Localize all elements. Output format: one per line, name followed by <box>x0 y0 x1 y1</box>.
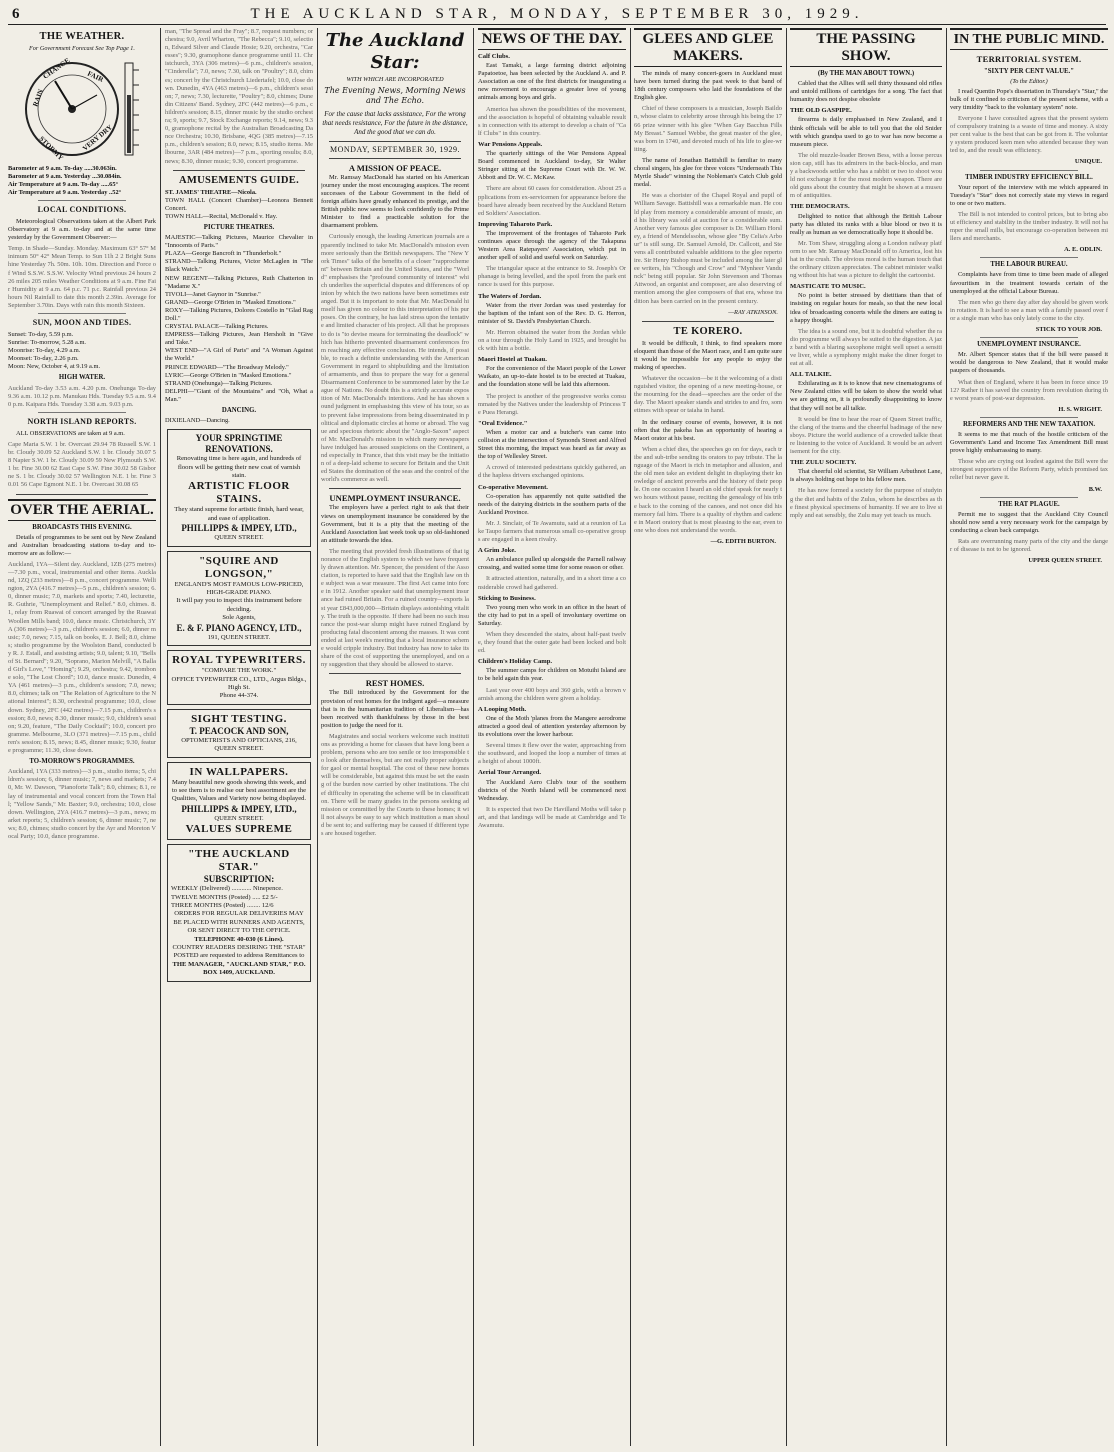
logo-incorporated: WITH WHICH ARE INCORPORATED <box>346 76 444 83</box>
letter-title: UNEMPLOYMENT INSURANCE. <box>977 341 1081 349</box>
masthead-title: THE AUCKLAND STAR, MONDAY, SEPTEMBER 30, 1929. <box>250 6 864 22</box>
subscription-manager: THE MANAGER, "AUCKLAND STAR," P.O. BOX 1409, AUCKLAND. <box>172 960 306 977</box>
news-item-title: Children's Holiday Camp. <box>478 658 553 666</box>
broadcasts-text: Details of programmes to be sent out by New Zealand and Australian broadcasting stations to-day and to-morrow are as follow:— <box>8 533 156 557</box>
news-item-text: An ambulance pulled up alongside the Parnell railway crossing, and waited some time for some reason or other. <box>478 556 626 572</box>
column-news-of-the-day: NEWS OF THE DAY. Calf Clubs. East Tamaki, a large farming district adjoining Papatoetoe, has been selected by the Auckland A. and P. Association as one of the first districts for inaugurating a new movement to encourage a greater love of young animals among boys and girls. America has shown the possibilities of the movement, and the association is hopeful of obtaining valuable results in connection with its attempt to develop a chain of "Calf Clubs" in this country. War Pensions Appeals. The quarterly sittings of the War Pensions Appeal Board commenced in Auckland to-day, Sir Walter Stringer sitting at the Supreme Court with Dr. W. W. Abbott and Dr. W. C. McKaw. There are about 60 cases for consideration. About 25 applications from ex-servicemen for appearance before the board have already been received by the Auckland Returned Soldiers' Association. Improving Taharoto Park. The improvement of the frontages of Taharoto Park continues apace through the agency of the Takapuna Western Area Ratepayers' Association, which put in another spell of solid and useful work on Saturday. The triangular space at the entrance to St. Joseph's Orphanage is being levelled, and the spoil from the park entrance is used for this purpose. The Waters of Jordan. Water from the river Jordan was used yesterday for the baptism of the infant son of the Rev. D. G. Herron, minister of St. David's Presbyterian Church. Mr. Herron obtained the water from the Jordan while on a tour through the Holy Land in 1925, and brought back with him a bottle. Maori Hostel at Tuakau. For the convenience of the Maori people of the Lower Waikato, an up-to-date hostel is to be erected at Tuakau, and the foundation stone will be laid this afternoon. The project is another of the progressive works consummated by the Natives under the leadership of Princess Te Puea Herangi. "Oral Evidence." When a motor car and a butcher's van came into collision at the intersection of Symonds Street and Alfred Street this morning, the impact was heard as far away as the top of Wellesley Street. A crowd of interested pedestrians quickly gathered, and the hapless drivers exchanged opinions. Co-operative Movement. Co-operation has apparently not quite satisfied the needs of the dairying districts in the southern parts of the Auckland Province. Mr. J. Sinclair, of Te Awamutu, said at a reunion of Lake Taupo farmers that numerous small co-operative groups are engaged in a keen rivalry. A Grim Joke. An ambulance pulled up alongside the Parnell railway crossing, and waited some time for some reason or other. It attracted attention, naturally, and in a short time a considerable crowd had gathered. Sticking to Business. Two young men who work in an office in the heart of the city had to put in a spell of involuntary overtime on Saturday. When they descended the stairs, about half-past twelve, they found that the outer gate had been locked and bolted. Children's Holiday Camp. The summer camps for children on Motuihi Island are to be held again this year. Last year over 400 boys and 360 girls, with a brown varnish among the children were given a holiday. A Looping Moth. One of the Moth 'planes from the Mangere aerodrome attracted a good deal of attention yesterday afternoon by its evolutions over the lower harbour. Several times it flew over the water, approaching from the southward, and looped the loop a number of times at a height of about 1000ft. Aerial Tour Arranged. The Auckland Aero Club's tour of the southern districts of the North Island will be commenced next Wednesday. It is expected that two De Havilland Moths will take part, and that landings will be made at Cambridge and Te Awamutu. <box>478 28 626 1446</box>
column-rule <box>630 28 631 1446</box>
amusement-item: MAJESTIC—Talking Pictures, Maurice Chevalier in "Innocents of Paris." <box>165 234 313 250</box>
news-item-title: A Looping Moth. <box>478 705 527 713</box>
high-water-heading: HIGH WATER. <box>58 374 106 382</box>
news-item-title: Maori Hostel at Tuakau. <box>478 356 547 364</box>
tomorrow-heading: TO-MORROW'S PROGRAMMES. <box>29 758 135 766</box>
amusement-item: TIVOLI—Janet Gaynor in "Sunrise." <box>165 290 261 298</box>
amusement-item: GRAND—George O'Brien in "Masked Emotions." <box>165 298 296 306</box>
newspaper-logo: The Auckland Star: <box>325 30 465 73</box>
reading-line: Air Temperature at 9 a.m. Yesterday ..52° <box>8 188 122 196</box>
column-glees: GLEES AND GLEE MAKERS. The minds of many concert-goers in Auckland must have been turned during the past week to that band of 18th century composers who laid the foundations of the English glee. Chief of these composers is a musician, Joseph Baildon, whose claim to celebrity arose through his being the 1766 prize winner with his glee "When Gay Bacchus Fills My Breast." Samuel Webbe, the great master of the glee, was born in 1740, and devoted much of his life to glee-writing. The name of Jonathan Battishill is familiar to many choral singers, his glee for three voices "Underneath This Myrtle Shade" winning the Nobleman's Catch Club gold medal. He was a chorister of the Chapel Royal and pupil of William Savage. Battishill was a remarkable man. He could play from memory a considerable amount of music, and his library was sold at auction for a considerable sum. Another very famous glee composer is Dr. William Horsley, a friend of Mendelssohn, whose glee "By Celia's Arbour" is still sung. Dr. Samuel Arnold, Dr. Callcott, and Stevens all contributed valuable additions to the glee repertoire. Sir Henry Bishop must be included among the later glee writers, his "Chough and Crow" and "Mynheer Vandunck" being still popular. Sir John Stevenson and Thomas Attwood, an organist and composer, are also deserving of mention among the glee composers of that era, whose tradition has been carried on in the present century. —RAY ATKINSON. TE KORERO. It would be difficult, I think, to find speakers more eloquent than those of the Maori race, and I am quite sure it would be impossible for any people to enjoy the making of speeches. Whatever the occasion—be it the welcoming of a distinguished visitor, the opening of a new meeting-house, or the mourning for the dead—speeches are the order of the day. The Maori speaker stands and strides to and fro, sometimes with spear or taiaha in hand. In the ordinary course of events, however, it is not often that the pakeha has an opportunity of hearing a Maori orator at his best. When a chief dies, the speeches go on for days, each tribe and sub-tribe sending its orators to pay tribute. The language of the Maori is rich in metaphor and allusion, and the old men take an evident delight in displaying their knowledge of ancient proverbs and the history of their people. On one occasion I heard an old chief speak for nearly two hours without pause, reciting the genealogy of his tribe back to the coming of the canoes, and not once did his memory fail him. There is a quality of rhythm and cadence in Maori oratory that is most pleasing to the ear, even to one who does not understand the words. —G. EDITH BURTON. <box>634 28 782 1446</box>
news-item-text: The Auckland Aero Club's tour of the southern districts of the North Island will be commenced next Wednesday. <box>478 778 626 802</box>
north-island-text: ALL OBSERVATIONS are taken at 9 a.m. <box>16 429 125 437</box>
ad-body: "COMPARE THE WORK." <box>201 667 277 675</box>
ad-body: They stand supreme for artistic finish, hard wear, and ease of application. <box>174 506 304 522</box>
barometer-label-fair: FAIR <box>86 69 105 84</box>
local-conditions-heading: LOCAL CONDITIONS. <box>37 204 127 214</box>
news-item-title: Aerial Tour Arranged. <box>478 769 542 777</box>
weather-heading: THE WEATHER. <box>39 31 125 42</box>
column-public-mind: IN THE PUBLIC MIND. TERRITORIAL SYSTEM. "SIXTY PER CENT VALUE." (To the Editor.) I read Quentin Pope's dissertation in Thursday's "Star," the bulk of it confined to criticism of the present scheme, with a very timidity "back to the voluntary system" note. Everyone I have consulted agrees that the present system of compulsory training is a waste of time and money. A sixty per cent value is the best that can be got from it. The voluntary system produced keen men who attended because they wanted to, and the result was efficiency. UNIQUE. TIMBER INDUSTRY EFFICIENCY BILL. Your report of the interview with me which appeared in Tuesday's "Star" does not correctly state my views in regard to one or two matters. The Bill is not intended to control prices, but to bring about efficiency and stability in the timber industry. It will not hamper the small mills, but encourage co-operation between millers and merchants. A. E. ODLIN. THE LABOUR BUREAU. Complaints have from time to time been made of alleged favouritism in the treatment towards certain of the unemployed at the official Labour Bureau. The men who go there day after day should be given work in rotation. It is hard to see a man with a family passed over for a single man who has only lately come to the city. STICK TO YOUR JOB. UNEMPLOYMENT INSURANCE. Mr. Albert Spencer states that if the bill were passed it would be dangerous to New Zealand, that it would make paupers of thousands. What then of England, where it has been in force since 1912? Rather it has saved the country from revolution during the worst years of post-war depression. H. S. WRIGHT. REFORMERS AND THE NEW TAXATION. It seems to me that much of the hostile criticism of the Government's Land and Income Tax Amendment Bill must prove highly embarrassing to many. Those who are crying out loudest against the Bill were the strongest supporters of the Reform Party, which promised tax relief but never gave it. B.W. THE RAT PLAGUE. Permit me to suggest that the Auckland City Council should now send a very necessary work for the campaign by conducting a clean back campaign. Rats are overrunning many parts of the city and the danger of disease is not to be ignored. UPPER QUEEN STREET. <box>950 28 1108 1446</box>
korero-heading: TE KORERO. <box>673 325 743 337</box>
ad-company: E. & F. PIANO AGENCY, LTD., <box>176 622 302 633</box>
local-conditions-text: Meteorological Observations taken at the Albert Park Observatory at 9 a.m. to-day and at the same time yesterday by the Government Observer:— <box>8 217 156 242</box>
ad-body: It will pay you to inspect this instrument before deciding. <box>176 597 302 613</box>
news-item-text: East Tamaki, a large farming district adjoining Papatoetoe, has been selected by the Auckland A. and P. Association as one of the first districts for inaugurating a new movement to encourage a greater love of young animals among boys and girls. <box>478 62 626 102</box>
barometer-label-change: CHANGE <box>41 56 72 81</box>
ad-title: VALUES SUPREME <box>185 823 293 836</box>
column-rule <box>473 28 474 1446</box>
ad-floor-stains <box>167 429 311 546</box>
unemployment-heading: UNEMPLOYMENT INSURANCE. <box>329 493 461 504</box>
news-item-title: War Pensions Appeals. <box>478 140 543 148</box>
letter-signature: A. E. ODLIN. <box>1064 246 1102 254</box>
subscription-twelve: TWELVE MONTHS (Posted) ..... £2 5/- <box>171 893 278 901</box>
glees-heading: GLEES AND GLEE MAKERS. <box>634 28 782 67</box>
ad-typewriters <box>167 650 311 705</box>
news-item-text: One of the Moth 'planes from the Mangere aerodrome attracted a good deal of attention yesterday afternoon by its evolutions over the lower harbour. <box>478 714 626 739</box>
amusement-item: EMPRESS—Talking Pictures, Jean Hersholt in "Give and Take." <box>165 331 313 347</box>
column-weather: THE WEATHER. For Government Forecast See Top Page 1. RAIN CHANGE FAIR STORMY VERY DRY Barometer at 9 a.m. To-day .....30.063in. Barometer at 9 a.m. Yesterday ...30.084in. Air Temperature at 9 a.m. To-day .....65° Air Temperature at 9 a.m. Yesterday ..52° LOCAL CONDITIONS. Meteorological Observations taken at the Albert Park Observatory at 9 a.m. to-day and at the same time yesterday by the Government Observer:— Temp. in Shade—Sunday. Monday. Maximum 63° 57° Minimum 50° 42° Mean Temp. to Sun 11h 2 2 Bright Sunshine Yesterday 7h. 50m. 10h. 10m. Direction and Force of Wind S.S.W. S.S.W. Velocity Wind previous 24 hours 226 miles 205 miles Weather Conditions at 9 a.m. Fine Fair Humidity at 9 a.m. 64 p.c. 71 p.c. Rainfall previous 24 hours Nil Rainfall to date this month 2.39in. Average for September 3.70in. Days with rain this month Sixteen. SUN, MOON AND TIDES. Sunset: To-day, 5.59 p.m. Sunrise: To-morrow, 5.28 a.m. Moonrise: To-day, 4.29 a.m. Moonset: To-day, 2.26 p.m. Moon: New, October 4, at 9.19 a.m. HIGH WATER. Auckland To-day 3.53 a.m. 4.20 p.m. Onehunga To-day 9.36 a.m. 10.12 p.m. Manukau Hds. Tuesday 9.5 a.m. 9.40 p.m. Kaipara Hds. Tuesday 3.38 a.m. 9.03 p.m. NORTH ISLAND REPORTS. ALL OBSERVATIONS are taken at 9 a.m. Cape Maria S.W. 1 br. Overcast 29.94 78 Russell S.W. 1 br. Cloudy 30.09 52 Auckland S.W. 1 br. Cloudy 30.07 58 Napier S.W. 1 br. Cloudy 30.09 59 New Plymouth S.W. 1 br. Fine 30.00 62 East Cape S.W. Fine 30.02 58 Gisborne S. 1 br. Cloudy 30.02 57 Wellington N.E. 1 br. Fine 30.01 56 Cape Egmont N.E. 1 br. Overcast 30.08 65 OVER THE AERIAL. BROADCASTS THIS EVENING. Details of programmes to be sent out by New Zealand and Australian broadcasting stations to-day and to-morrow are as follow:— Auckland, 1YA—Silent day. Auckland, 1ZB (275 metres)—7.30 p.m., vocal, instrumental and other items. Auckland, 1ZQ (233 metres)—8 p.m., concert programme. Wellington, 2YA (416.7 metres)—5 p.m., children's session; 6.0, dinner music; 7.0, markets and sports; 7.40, lecturette, R. Guthrie, "Unemployment and Relief." 8.0, chimes. 8.1, relay from Ruawai of concert arranged by the Ruawai Woollen Mills band; 10.0, dance music. Christchurch, 3YA (306 metres)—3 p.m., children's session; 6.0, dinner music; 7.0, news; 7.15, talk on books, E. J. Bell; 8.0, chimes; studio programme by the Woolston Band, conducted by R. J. Estall, and assisting artists; 9.0, talent; 9.10, "Bells of St. Bernard"; 9.20, "Soprano, Marion Melvill, "A Ballad Girl's Love," "Homing"; 9.29, orchestra; 9.42, trombone solo, "The Lost Chord"; 10.0, dance music. Dunedin, 4YA (461 metres)—3 p.m., children's session; 7.0, news; 8.0, chimes; talk on "The Relation of Agriculture to the National Interest"; 8.30, orchestral programme; 10.0, close down. Sydney, 2FC (442 metres)—7.15 p.m., children's session; 8.0, news; 8.30, dinner music; 9.0, children's session; 9.20, feature, "The Daily Cocktail"; 10.0, concert programme. Melbourne, 3LO (371 metres)—7.15 p.m., children's session; 8.15, news; 8.45, dinner music; 9.30, feature programme; 11.30, close down. TO-MORROW'S PROGRAMMES. Auckland, 1YA (333 metres)—3 p.m., studio items; 5, children's session; 6, dinner music; 7, news and markets; 7.40, Mr. W. Dawson, "Pianoforte Talk"; 8.0, chimes; 8.1, relay of instrumental and vocal concert from the Town Hall; "Yellow Sands," Mr. Baxter; 9.0, orchestra; 10.0, close down. Wellington, 2YA (416.7 metres)—3 p.m., news; market reports; 5, children's session; 6, dinner music; 7, news; 8.0, chimes; studio concert by the Ayr and Moreton Vocal Party; 10.0, dance programme. <box>8 31 156 840</box>
glees-author: —RAY ATKINSON. <box>728 308 778 316</box>
subscription-orders: ORDERS FOR REGULAR DELIVERIES MAY BE PLACED WITH RUNNERS AND AGENTS, OR SENT DIRECT TO THE OFFICE. <box>173 910 305 935</box>
ad-company: PHILLIPPS & IMPEY, LTD., <box>181 523 297 534</box>
news-item-text: The quarterly sittings of the War Pensions Appeal Board commenced in Auckland to-day, Sir Walter Stringer sitting at the Supreme Court with Dr. W. W. Abbott and Dr. W. C. McKaw. <box>478 150 626 182</box>
section-heading: ALL TALKIE. <box>790 371 832 379</box>
subscription-heading: SUBSCRIPTION: <box>203 874 275 885</box>
subscription-country: COUNTRY READERS DESIRING THE "STAR" POSTED are requested to address Remittances to <box>172 944 306 960</box>
korero-signature: —G. EDITH BURTON. <box>710 537 776 545</box>
section-heading: THE OLD GASPIPE. <box>790 107 852 115</box>
amusement-item: CRYSTAL PALACE—Talking Pictures. <box>165 323 269 331</box>
letter-text: I read Quentin Pope's dissertation in Thursday's "Star," the bulk of it confined to criticism of the present scheme, with a very timidity "back to the voluntary system" note. <box>950 87 1108 111</box>
ad-title: SIGHT TESTING. <box>191 712 287 725</box>
unemployment-paragraph: The employers have a perfect right to ask that their views on unemployment insurance be considered by the Government, but it is a pity that the meeting of the Auckland Association last week took up so old-fashioned an attitude towards the idea. <box>321 504 469 544</box>
logo-subtitle: The Evening News, Morning News and The Echo. <box>324 85 466 105</box>
amusement-item: STRAND (Onehunga)—Talking Pictures. <box>165 379 273 387</box>
amusement-item: DANCING. <box>221 407 257 415</box>
column-passing-show: THE PASSING SHOW. (By THE MAN ABOUT TOWN.) Cabled that the Allies will sell thirty thousand old rifles and untold millions of cartridges for a song. The fact that humanity does not despise obsolete THE OLD GASPIPE. firearms is daily emphasised in New Zealand, and I think officials will be able to tell you that the old Snider with which grandpa used to go to war has now become a museum piece. The old muzzle-loader Brown Bess, with a loose percussion cap, still has its admirers in the back-blocks, and many a backwoods settler who has a rabbit or two to shoot would not exchange it for the most modern weapon. There are old guns about the country that might be shown at a museum of antiquities. THE DEMOCRATS. Delighted to notice that although the British Labour party has diluted its ranks with a blue blood or two it is really as human as we democratically hope it should be. Mr. Tom Shaw, struggling along a London railway platform to see Mr. Ramsay MacDonald off to America, lost his hat in the crush. The obvious moral is the human touch that the ordinary citizen appreciates. The cabinet minister walking without his hat was a picture to delight the cartoonist. MASTICATE TO MUSIC. No point is better stressed by dietitians than that of insisting on regular hours for meals, so that the new local idea of broadcasting concerts while the diners are eating is a happy thought. The idea is a sound one, but it is doubtful whether the radio programme will always be suited to the digestion. A jazz band with a blaring saxophone might well upset a sensitive liver, while a symphony might make the diner forget to eat at all. ALL TALKIE. Exhilarating as it is to know that new cinematograms of New Zealand cities will be taken to show the world what we are getting on, it is profoundly disappointing to know that they will not be all talkie. It would be fine to hear the roar of Queen Street traffic, the clang of the trams and the cheerful badinage of the newsboys. Picture the world audience of a crowded talkie theatre listening to the voice of Auckland. It would be an advertisement for the city. THE ZULU SOCIETY. That cheerful old scientist, Sir William Arbuthnot Lane, is always holding out hope to his fellow men. He has now formed a society for the purpose of studying the diet and habits of the Zulus, whom he describes as the finest physical specimens of humanity. If we are to live simply and eat sensibly, the Zulu may yet teach us much. <box>790 28 942 1446</box>
amusement-item: PRINCE EDWARD—"The Broadway Melody." <box>165 363 289 371</box>
section-text: firearms is daily emphasised in New Zealand, and I think officials will be able to tell you that the old Snider with which grandpa used to go to war has now become a museum piece. <box>790 116 942 148</box>
barometer-dial-icon <box>17 55 147 163</box>
ad-title: IN WALLPAPERS. <box>189 765 289 778</box>
glees-paragraph: The name of Jonathan Battishill is familiar to many choral singers, his glee for three voices "Underneath This Myrtle Shade" winning the Nobleman's Catch Club gold medal. <box>634 156 782 189</box>
korero-paragraph: In the ordinary course of events, however, it is not often that the pakeha has an opportunity of hearing a Maori orator at his best. <box>634 418 782 442</box>
ad-street: QUEEN STREET. <box>214 814 264 822</box>
subscription-phone: TELEPHONE 40-030 (6 Lines). <box>194 935 284 943</box>
subscription-weekly: WEEKLY (Delivered) ............ Ninepence. <box>171 885 283 893</box>
amusement-item: DIXIELAND—Dancing. <box>165 417 230 425</box>
news-item-text: When a motor car and a butcher's van came into collision at the intersection of Symonds Street and Alfred Street this morning, the impact was heard as far away as the top of Wellesley Street. <box>478 428 626 461</box>
subscription-box <box>167 844 311 981</box>
section-text: Exhilarating as it is to know that new cinematograms of New Zealand cities will be taken to show the world what we are getting on, it is profoundly disappointing to know that they will not be all talkie. <box>790 380 942 412</box>
korero-paragraph: It would be difficult, I think, to find speakers more eloquent than those of the Maori race, and I am quite sure it would be impossible for any people to enjoy the making of speeches. <box>634 339 782 371</box>
letter-title: TIMBER INDUSTRY EFFICIENCY BILL. <box>965 173 1093 181</box>
barometer-label-stormy: STORMY <box>37 134 65 162</box>
letter-subtitle: "SIXTY PER CENT VALUE." <box>983 68 1074 75</box>
rest-homes-paragraph: The Bill introduced by the Government for the provision of rest homes for the indigent aged—a measure that is in the humanitarian tradition of Liberalism—has been received with thankfulness by those in the best position to judge the need for it. <box>321 689 469 729</box>
sun-line: Sunrise: To-morrow, 5.28 a.m. <box>8 339 87 347</box>
passing-show-intro: Cabled that the Allies will sell thirty thousand old rifles and untold millions of cartridges for a song. The fact that humanity does not despise obsolete <box>790 80 942 104</box>
amusement-item: LYRIC—George O'Brien in "Masked Emotions." <box>165 371 292 379</box>
news-item-text: The improvement of the frontages of Taharoto Park continues apace through the agency of the Takapuna Western Area Ratepayers' Association, which put in another spell of solid and useful work on Saturday. <box>478 229 626 262</box>
barometer-label-rain: RAIN <box>31 87 45 108</box>
amusement-item: DELPHI—"Giant of the Mountains" and "Oh, What a Man." <box>165 387 313 403</box>
page-number: 6 <box>12 6 20 22</box>
letter-title: THE RAT PLAGUE. <box>998 500 1060 508</box>
news-item-title: "Oral Evidence." <box>478 419 528 427</box>
section-text: Delighted to notice that although the British Labour party has diluted its ranks with a blue blood or two it is really as human as we democratically hope it should be. <box>790 212 942 236</box>
amusement-item: PLAZA—George Bancroft in "Thunderbolt." <box>165 250 282 258</box>
letter-signature: B.W. <box>1088 485 1102 493</box>
news-item-text: For the convenience of the Maori people of the Lower Waikato, an up-to-date hostel is to be erected at Tuakau, and the foundation stone will be laid this afternoon. <box>478 365 626 389</box>
mission-heading: A MISSION OF PEACE. <box>348 162 442 173</box>
amusement-item: TOWN HALL (Concert Chamber)—Leonora Bennett Concert. <box>165 196 313 212</box>
letter-title: TERRITORIAL SYSTEM. <box>976 54 1082 64</box>
ad-address: OFFICE TYPEWRITER CO., LTD., Argus Bldgs., High St. <box>171 675 307 691</box>
editorial-date: MONDAY, SEPTEMBER 30, 1929. <box>330 144 460 154</box>
reading-line: Air Temperature at 9 a.m. To-day .....65° <box>8 180 119 188</box>
ad-agents: Sole Agents, <box>222 614 256 622</box>
aerial-heading: OVER THE AERIAL. <box>8 499 156 521</box>
to-editor: (To the Editor.) <box>1010 78 1048 86</box>
masthead <box>8 4 1106 25</box>
section-heading: MASTICATE TO MUSIC. <box>790 283 866 291</box>
ad-body: Renovating time is here again, and hundreds of floors will be getting their new coat of varnish stain. <box>176 455 302 480</box>
sun-line: Moon: New, October 4, at 9.19 a.m. <box>8 363 101 371</box>
news-item-title: Co-operative Movement. <box>478 483 548 491</box>
amusement-item: ST. JAMES' THEATRE—Nicola. <box>165 188 257 196</box>
forecast-note: For Government Forecast See Top Page 1. <box>29 45 135 52</box>
subscription-title: "THE AUCKLAND STAR." <box>188 848 290 874</box>
column-rule <box>946 28 947 1446</box>
reading-line: Barometer at 9 a.m. To-day .....30.063in. <box>8 164 117 172</box>
letter-text: Mr. Albert Spencer states that if the bill were passed it would be dangerous to New Zealand, that it would make paupers of thousands. <box>950 351 1108 375</box>
sun-line: Sunset: To-day, 5.59 p.m. <box>8 331 74 338</box>
letter-text: Permit me to suggest that the Auckland City Council should now send a very necessary work for the campaign by conducting a clean back campaign. <box>950 510 1108 534</box>
column-rule <box>786 28 787 1446</box>
public-mind-heading: IN THE PUBLIC MIND. <box>950 28 1108 50</box>
mission-paragraph: Mr. Ramsay MacDonald has started on his American journey under the most encouraging auspices. The recent successes of the Labour Government in the field of foreign affairs have greatly enhanced its prestige, and the British public now seems to look confidently to the Prime Minister to find a practicable solution for the disarmament problem. <box>321 173 469 230</box>
letter-text: Complaints have from time to time been made of alleged favouritism in the treatment towards certain of the unemployed at the official Labour Bureau. <box>950 271 1108 295</box>
letter-text: Your report of the interview with me which appeared in Tuesday's "Star" does not correctly state my views in regard to one or two matters. <box>950 183 1108 207</box>
amusement-item: PICTURE THEATRES. <box>203 223 275 231</box>
barometer-readings <box>8 165 156 197</box>
letter-signature: STICK TO YOUR JOB. <box>1035 326 1102 334</box>
amusement-item: TOWN HALL—Recital, McDonald v. Hay. <box>165 212 278 220</box>
news-item-text: Co-operation has apparently not quite satisfied the needs of the dairying districts in the southern parts of the Auckland Province. <box>478 492 626 516</box>
reading-line: Barometer at 9 a.m. Yesterday ...30.084in. <box>8 172 122 180</box>
column-editorial: The Auckland Star: WITH WHICH ARE INCORPORATED The Evening News, Morning News and The Echo. For the cause that lacks assistance, For the wrong that needs resistance, For the future in the distance, And the good that we can do. MONDAY, SEPTEMBER 30, 1929. A MISSION OF PEACE. Mr. Ramsay MacDonald has started on his American journey under the most encouraging auspices. The recent successes of the Labour Government in the field of foreign affairs have greatly enhanced its prestige, and the British public now seems to look confidently to the Prime Minister to find a practicable solution for the disarmament problem. Curiously enough, the leading American journals are apparently inclined to take Mr. MacDonald's mission even more seriously than the British newspapers. The "New York Times" talks of the benefits of a closer "rapprochement" between Britain and the United States, and the "World" emphasises the "profound community of interest" which underlies the superficial disputes and differences of opinion by which the two nations have been sometimes estranged. But it is important to note that Mr. MacDonald himself has given no colour to this interpretation of his purposes. On the contrary, he has laid stress upon the tentative and limited character of his project. All that he proposes to do is "to devise means for terminating the deadlock" which has hitherto prevented disarmament conferences from reaching any effective conclusion. He intends, if possible, to reach a definite understanding with the American Government in regard to shipbuilding and the limitation of armaments, and thus to prepare the way for a general Disarmament Conference to be summoned later by the League of Nations. No doubt this is a strictly accurate exposition of Mr. MacDonald's intentions. And he has shown sound judgment in emphasising this view of his tour, so as to prevent false impressions from being disseminated in political and diplomatic circles at home or abroad. The vague and specious rhetoric about the "Anglo-Saxon" aspect of Mr. MacDonald's mission in which many newspapers have indulged has aroused suspicions on the Continent, and especially in France, that this visit may be the initiation of a deep-laid scheme to secure for Britain and the United States the domination of the seas and the control of the world's commerce as well. UNEMPLOYMENT INSURANCE. The employers have a perfect right to ask that their views on unemployment insurance be considered by the Government, but it is a pity that the meeting of the Auckland Association last week took up so old-fashioned an attitude towards the idea. The meeting that provided fresh illustrations of that ignorance of the English system to which we have frequently drawn attention. Mr. Spencer, the president of the Association, is reported to have said that the English law on the subject was a war measure. The first Act came into force in 1912. Another speaker said that unemployment insurance had ruined Britain. For a ruined country—exports last year £843,000,000—Britain displays astonishing vitality. The truth is the opposite. If there had been no such insurance the post-war slump might have ruined England by producing fatal discontent among the masses. It was contended at last week's meeting that a local insurance scheme would cripple industry. But industry has now to take its share of the cost of supporting the unemployed, and on any suggestion that they should be allowed to starve. REST HOMES. The Bill introduced by the Government for the provision of rest homes for the indigent aged—a measure that is in the humanitarian tradition of Liberalism—has been received with thankfulness by those in the best position to judge the need for it. Magistrates and social workers welcome such institutions as providing a home for classes that have long been a problem, persons who are too senile or too irresponsible to look after themselves, but are not really proper subjects for gaol or mental hospital. The cost of these new homes will be considerable, but against this must be set the easing of the burden now carried by other institutions. The chief difficulty in operating the scheme will be in classification. There will be many grades in the persons seeking admission or committed by the Courts to these homes; it will not always be easy to say which institution a man should be sent to; and suffering may be caused if different types are housed together. <box>321 30 469 837</box>
letter-title: REFORMERS AND THE NEW TAXATION. <box>962 420 1096 428</box>
passing-show-heading: THE PASSING SHOW. <box>790 28 942 67</box>
news-item-text: The summer camps for children on Motuihi Island are to be held again this year. <box>478 667 626 683</box>
ad-body: ENGLAND'S MOST FAMOUS LOW-PRICED, HIGH-GRADE PIANO. <box>174 580 304 597</box>
section-heading: THE DEMOCRATS. <box>790 203 850 211</box>
amusement-item: STRAND—Talking Pictures, Victor McLaglen in "The Black Watch." <box>165 258 313 274</box>
ad-phone: Phone 44-374. <box>219 692 259 700</box>
letter-text: It seems to me that much of the hostile criticism of the Government's Land and Income Tax Amendment Bill must prove highly embarrassing to many. <box>950 430 1108 455</box>
news-item-text: Water from the river Jordan was used yesterday for the baptism of the infant son of the Rev. D. G. Herron, minister of St. David's Presbyterian Church. <box>478 301 626 325</box>
barometer-label-very-dry: VERY DRY <box>81 122 114 153</box>
amusements-heading: AMUSEMENTS GUIDE. <box>178 174 300 186</box>
news-item-title: The Waters of Jordan. <box>478 292 542 300</box>
ad-body: OPTOMETRISTS AND OPTICIANS, 216, QUEEN STREET. <box>181 736 297 753</box>
letter-signature: H. S. WRIGHT. <box>1058 405 1102 413</box>
letter-title: THE LABOUR BUREAU. <box>990 261 1068 269</box>
sun-line: Moonrise: To-day, 4.29 a.m. <box>8 347 81 355</box>
glees-paragraph: The minds of many concert-goers in Auckland must have been turned during the past week to that band of 18th century composers who laid the foundations of the English glee. <box>634 70 782 102</box>
ad-street: QUEEN STREET. <box>214 534 264 542</box>
ad-company: PHILLIPPS & IMPEY, LTD., <box>181 803 297 814</box>
ad-sight-testing <box>167 709 311 758</box>
sun-moon-heading: SUN, MOON AND TIDES. <box>32 318 132 327</box>
subscription-three: THREE MONTHS (Posted) ........ 12/6 <box>171 901 274 909</box>
ad-body: Many beautiful new goods showing this week, and to see them is to realise our best assortment are the Qualities, Values and Variety now being displayed. <box>171 778 307 803</box>
column-amusements: man, "The Spread and the Fray"; 8.7, request numbers; orchestra; 9.0, Avril Wharton, "The Rebecca"; 9.10, selection, Edward Silver and Claude Hosie; 9.20, orchestra, "Caresses"; 9.30, gramophone dance programme until 11. Christchurch, 3YA (306 metres)—6 p.m., children's session, "Cinderella"; 7.0, news; 7.30, talk on "Poultry"; 8.0, chimes; concert by the Christchurch Liedertafel; 10.0, close down. Dunedin, 4YA (463 metres)—6 p.m., children's session; 7, news; 7.30, lecturette, "Poultry"; 8.0, chimes; Dunedin Citizens' Band. Sydney, 2FC (442 metres)—6 p.m., children's session; 8.15, dinner music by the studio orchestra; 9, sports; 9.7, Stock Exchange reports; 9.14, news; 9.30, gramophone recital by the Australian Broadcasting Dance Orchestra; 10.30, Brisbane, 4QG (385 metres)—7.15 p.m., children's session; 8.0, news; 8.15, studio items. Melbourne, 3AR (484 metres)—7 p.m., sporting results; 8.0, news; 8.30, dinner music; 9.30, concert programme. AMUSEMENTS GUIDE. ST. JAMES' THEATRE—Nicola. TOWN HALL (Concert Chamber)—Leonora Bennett Concert. TOWN HALL—Recital, McDonald v. Hay. PICTURE THEATRES. MAJESTIC—Talking Pictures, Maurice Chevalier in "Innocents of Paris." PLAZA—George Bancroft in "Thunderbolt." STRAND—Talking Pictures, Victor McLaglen in "The Black Watch." NEW REGENT—Talking Pictures, Ruth Chatterton in "Madame X." TIVOLI—Janet Gaynor in "Sunrise." GRAND—George O'Brien in "Masked Emotions." ROXY—Talking Pictures, Dolores Costello in "Glad Rag Doll." CRYSTAL PALACE—Talking Pictures. EMPRESS—Talking Pictures, Jean Hersholt in "Give and Take." WEST END—"A Girl of Paris" and "A Woman Against the World." PRINCE EDWARD—"The Broadway Melody." LYRIC—George O'Brien in "Masked Emotions." STRAND (Onehunga)—Talking Pictures. DELPHI—"Giant of the Mountains" and "Oh, What a Man." DANCING. DIXIELAND—Dancing. YOUR SPRINGTIME RENOVATIONS. Renovating time is here again, and hundreds of floors will be getting their new coat of varnish stain. ARTISTIC FLOOR STAINS. They stand supreme for artistic finish, hard wear, and ease of application. PHILLIPPS & IMPEY, LTD., QUEEN STREET. "SQUIRE AND LONGSON," ENGLAND'S MOST FAMOUS LOW-PRICED, HIGH-GRADE PIANO. It will pay you to inspect this instrument before deciding. Sole Agents, E. & F. PIANO AGENCY, LTD., 191, QUEEN STREET. ROYAL TYPEWRITERS. "COMPARE THE WORK." OFFICE TYPEWRITER CO., LTD., Argus Bldgs., High St. Phone 44-374. SIGHT TESTING. T. PEACOCK AND SON, OPTOMETRISTS AND OPTICIANS, 216, QUEEN STREET. IN WALLPAPERS. Many beautiful new goods showing this week, and to see them is to realise our best assortment are the Qualities, Values and Variety now being displayed. PHILLIPPS & IMPEY, LTD., QUEEN STREET. VALUES SUPREME "THE AUCKLAND STAR." SUBSCRIPTION: WEEKLY (Delivered) ............ Ninepence. TWELVE MONTHS (Posted) ..... £2 5/- THREE MONTHS (Posted) ........ 12/6 ORDERS FOR REGULAR DELIVERIES MAY BE PLACED WITH RUNNERS AND AGENTS, OR SENT DIRECT TO THE OFFICE. TELEPHONE 40-030 (6 Lines). COUNTRY READERS DESIRING THE "STAR" POSTED are requested to address Remittances to THE MANAGER, "AUCKLAND STAR," P.O. BOX 1409, AUCKLAND. <box>165 28 313 1446</box>
rest-homes-heading: REST HOMES. <box>365 678 425 689</box>
north-island-heading: NORTH ISLAND REPORTS. <box>27 416 137 426</box>
letter-signature: UNIQUE. <box>1074 158 1102 166</box>
ad-street: 191, QUEEN STREET. <box>207 633 271 641</box>
ad-title: "SQUIRE AND LONGSON," <box>199 554 279 580</box>
amusement-item: WEST END—"A Girl of Paris" and "A Woman Against the World." <box>165 347 313 363</box>
ad-piano <box>167 551 311 646</box>
section-heading: THE ZULU SOCIETY. <box>790 459 857 467</box>
news-item-title: Improving Taharoto Park. <box>478 220 553 228</box>
ad-title: ROYAL TYPEWRITERS. <box>172 654 306 667</box>
ad-wallpapers <box>167 762 311 841</box>
column-rule <box>160 28 161 1446</box>
news-item-title: A Grim Joke. <box>478 547 516 555</box>
amusement-item: NEW REGENT—Talking Pictures, Ruth Chatterton in "Madame X." <box>165 274 313 290</box>
newspaper-motto: For the cause that lacks assistance, For the wrong that needs resistance, For the future in the distance, And the good that we can do. <box>322 109 468 136</box>
passing-show-byline: (By THE MAN ABOUT TOWN.) <box>817 70 915 77</box>
ad-title: YOUR SPRINGTIME RENOVATIONS. <box>195 433 283 455</box>
news-item-title: Calf Clubs. <box>478 53 510 60</box>
section-text: No point is better stressed by dietitians than that of insisting on regular hours for meals, so that the new local idea of broadcasting concerts while the diners are eating is a happy thought. <box>790 292 942 324</box>
amusement-item: ROXY—Talking Pictures, Dolores Costello in "Glad Rag Doll." <box>165 306 313 322</box>
news-item-title: Sticking to Business. <box>478 594 536 602</box>
column-rule <box>317 28 318 1446</box>
news-heading: NEWS OF THE DAY. <box>478 28 626 50</box>
sun-line: Moonset: To-day, 2.26 p.m. <box>8 355 79 363</box>
ad-company: T. PEACOCK AND SON, <box>189 725 289 736</box>
broadcasts-subheading: BROADCASTS THIS EVENING. <box>32 523 132 531</box>
section-text: That cheerful old scientist, Sir William Arbuthnot Lane, is always holding out hope to his fellow men. <box>790 468 942 484</box>
news-item-text: Two young men who work in an office in the heart of the city had to put in a spell of involuntary overtime on Saturday. <box>478 603 626 627</box>
letter-signature: UPPER QUEEN STREET. <box>1028 557 1102 565</box>
ad-brand: ARTISTIC FLOOR STAINS. <box>188 480 290 506</box>
